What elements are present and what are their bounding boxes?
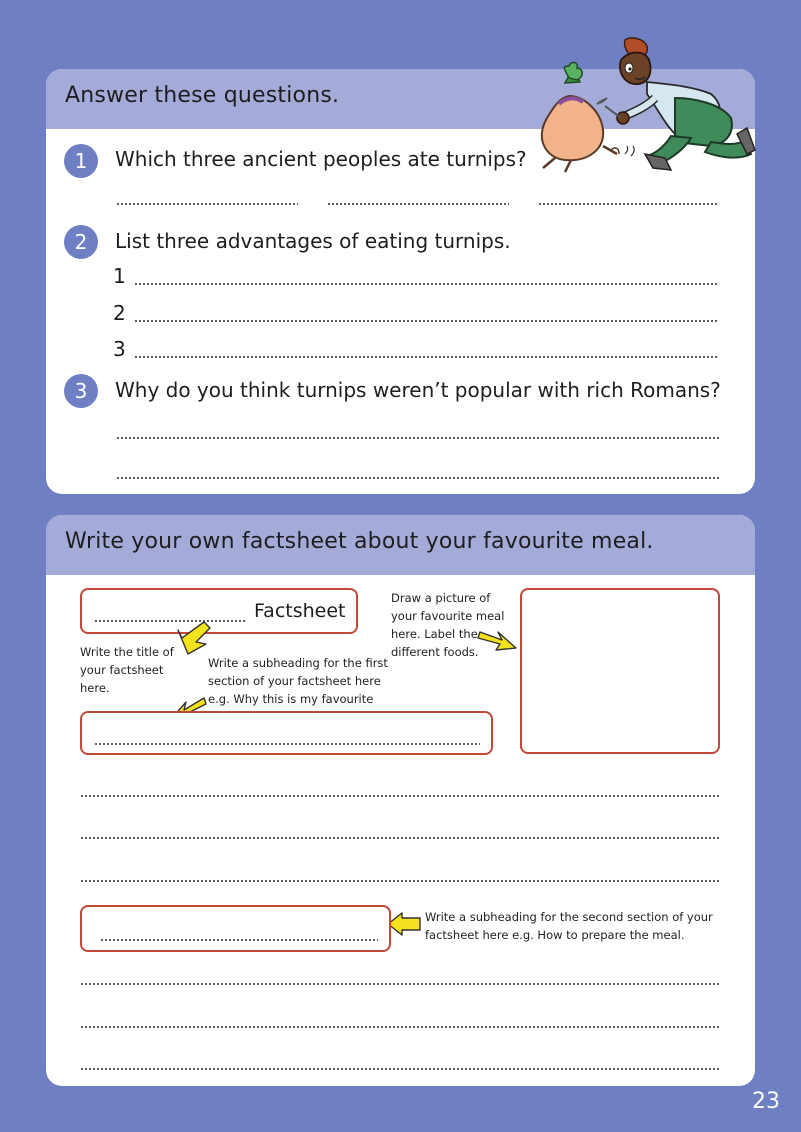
page-number: 23 xyxy=(752,1089,780,1114)
question-3-text: Why do you think turnips weren’t popular with rich Romans? xyxy=(115,378,721,402)
running-man xyxy=(597,38,755,170)
answer-2-line-3-label: 3 xyxy=(113,337,126,361)
section-1-line-1[interactable] xyxy=(80,795,720,797)
section-2-line-2[interactable] xyxy=(80,1026,720,1028)
answer-2-line-1[interactable] xyxy=(134,283,719,285)
answer-2-line-2[interactable] xyxy=(134,320,719,322)
question-1-number: 1 xyxy=(64,144,98,178)
question-2-number: 2 xyxy=(64,225,98,259)
subheading-1-line[interactable] xyxy=(94,743,480,745)
question-1-text: Which three ancient peoples ate turnips? xyxy=(115,147,527,171)
question-2-text: List three advantages of eating turnips. xyxy=(115,229,511,253)
section-2-line-3[interactable] xyxy=(80,1068,720,1070)
arrow-to-picture-icon xyxy=(478,628,518,652)
hint-subheading-1: Write a subheading for the first section of your factsheet here e.g. Why this is my favourite xyxy=(208,656,388,706)
answer-3-line-1[interactable] xyxy=(116,437,719,439)
arrow-to-subheading-2-icon xyxy=(386,912,422,936)
hint-picture: Draw a picture of your favourite meal here. Label the different foods. xyxy=(391,591,505,659)
factsheet-title-box[interactable] xyxy=(80,588,358,634)
section-2-line-1[interactable] xyxy=(80,983,720,985)
subheading-2-line[interactable] xyxy=(100,939,378,941)
hint-subheading-2: Write a subheading for the second section of your factsheet here e.g. How to prepare the meal. xyxy=(425,910,713,942)
arrow-to-title-icon xyxy=(176,614,210,656)
questions-title: Answer these questions. xyxy=(65,83,340,108)
section-1-line-3[interactable] xyxy=(80,880,720,882)
answer-2-line-2-label: 2 xyxy=(113,301,126,325)
answer-1a-line[interactable] xyxy=(116,203,298,205)
answer-1c-line[interactable] xyxy=(538,203,719,205)
hint-title: Write the title of your factsheet here. xyxy=(80,645,174,695)
question-3-number: 3 xyxy=(64,374,98,408)
factsheet-title-line[interactable] xyxy=(94,620,246,622)
answer-3-line-2[interactable] xyxy=(116,477,719,479)
answer-1b-line[interactable] xyxy=(327,203,509,205)
factsheet-title: Write your own factsheet about your favourite meal. xyxy=(65,529,654,554)
subheading-2-box[interactable] xyxy=(80,905,391,952)
answer-2-line-3[interactable] xyxy=(134,356,719,358)
turnip-chase-illustration xyxy=(525,38,755,178)
answer-2-line-1-label: 1 xyxy=(113,264,126,288)
section-1-line-2[interactable] xyxy=(80,837,720,839)
factsheet-header xyxy=(46,515,755,575)
subheading-1-box[interactable] xyxy=(80,711,493,755)
picture-box[interactable] xyxy=(520,588,720,754)
factsheet-label: Factsheet xyxy=(254,600,346,622)
